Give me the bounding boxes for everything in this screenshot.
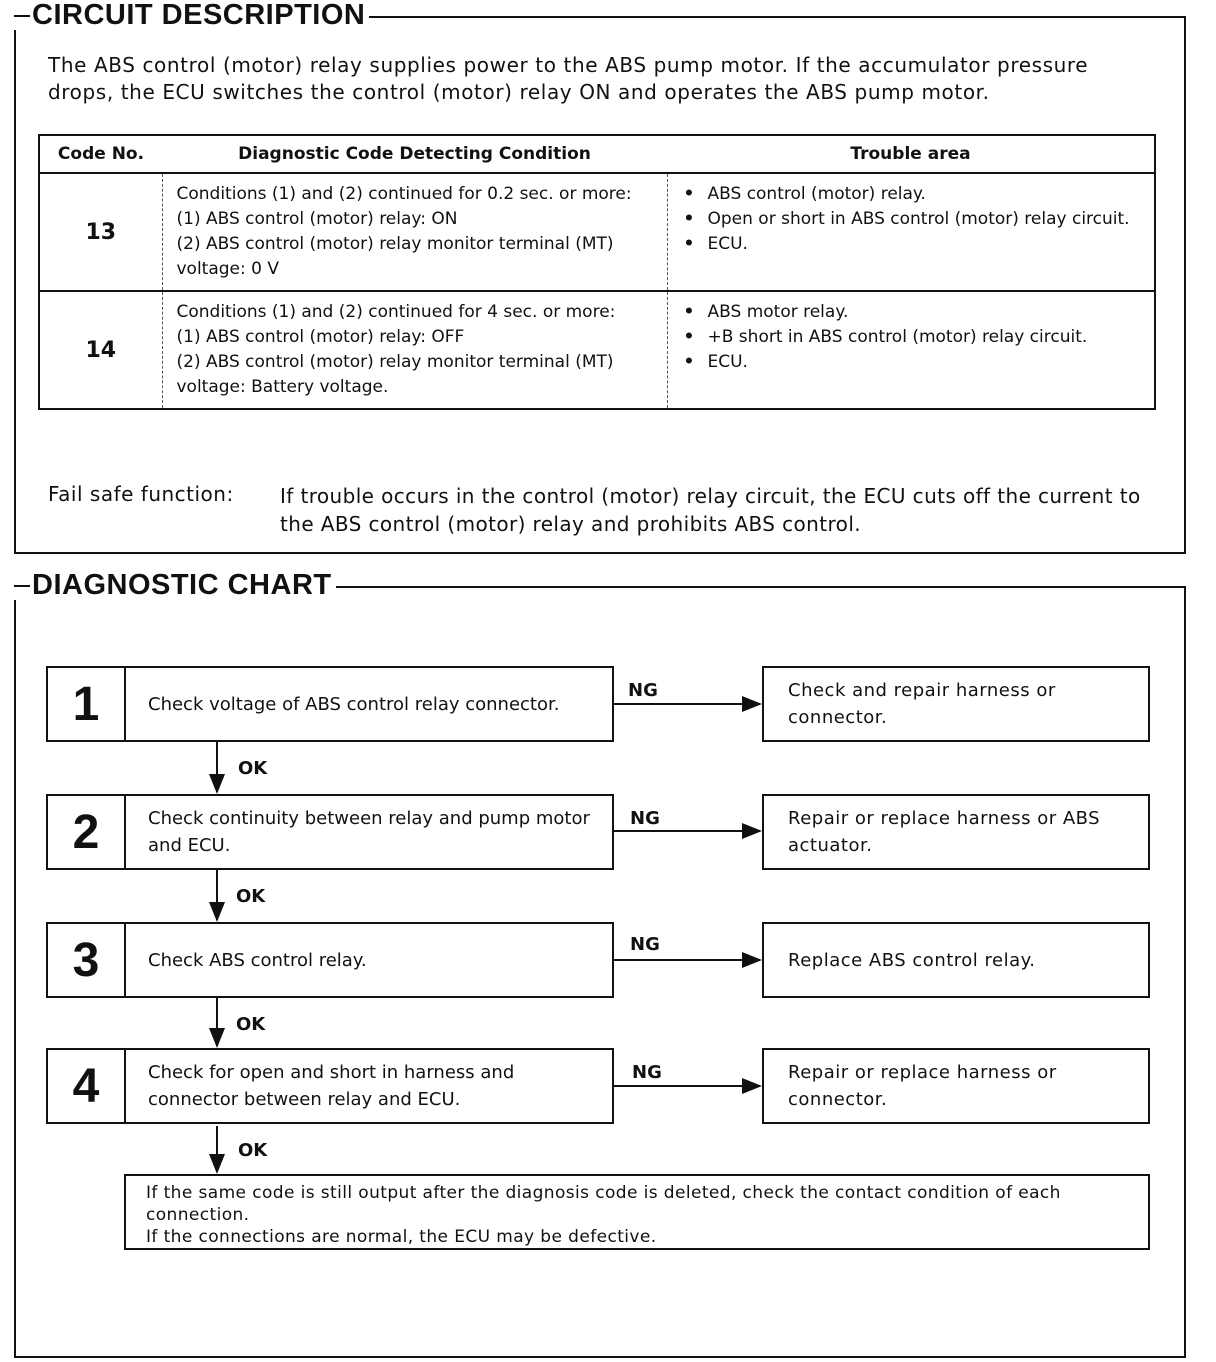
step-4-box: [46, 1048, 614, 1124]
step-2-ng-result: Repair or replace harness or ABS actuator.: [762, 794, 1150, 870]
code-number: 14: [85, 337, 117, 363]
step-3-ng-result: Replace ABS control relay.: [762, 922, 1150, 998]
step-text: Check continuity between relay and pump motor and ECU.: [148, 808, 590, 856]
condition-item: (2) ABS control (motor) relay monitor terminal (MT) voltage: Battery voltage.: [176, 352, 614, 397]
trouble-item: • Open or short in ABS control (motor) relay circuit.: [682, 207, 1145, 232]
condition-item: (2) ABS control (motor) relay monitor terminal (MT) voltage: 0 V: [176, 234, 614, 279]
condition-intro: Conditions (1) and (2) continued for 4 sec. or more:: [176, 302, 616, 322]
ng-label: NG: [630, 934, 660, 955]
ok-label: OK: [238, 1140, 268, 1161]
step-text: Check for open and short in harness and connector between relay and ECU.: [148, 1062, 515, 1110]
trouble-item: • ECU.: [682, 350, 1145, 375]
step-number: 1: [48, 668, 126, 740]
condition-intro: Conditions (1) and (2) continued for 0.2 sec. or more:: [176, 184, 632, 204]
trouble-item: • +B short in ABS control (motor) relay circuit.: [682, 325, 1145, 350]
step-3-box: [46, 922, 614, 998]
step-2-box: [46, 794, 614, 870]
diagnostic-chart-title: DIAGNOSTIC CHART: [14, 570, 336, 600]
step-4-ng-result: Repair or replace harness or connector.: [762, 1048, 1150, 1124]
step-text: Check ABS control relay.: [148, 949, 367, 971]
header-detecting-condition: Diagnostic Code Detecting Condition: [162, 135, 667, 173]
final-note-line: If the connections are normal, the ECU may be defective.: [146, 1227, 657, 1247]
failsafe-text: If trouble occurs in the control (motor) relay circuit, the ECU cuts off the current to the ABS control (motor) relay and prohibits ABS control.: [280, 484, 1141, 536]
trouble-item: • ABS control (motor) relay.: [682, 182, 1145, 207]
ok-label: OK: [236, 1014, 266, 1035]
trouble-item: • ABS motor relay.: [682, 300, 1145, 325]
step-number: 2: [48, 796, 126, 868]
step-1-ng-result: Check and repair harness or connector.: [762, 666, 1150, 742]
circuit-intro-text: The ABS control (motor) relay supplies power to the ABS pump motor. If the accumulator pressure drops, the ECU switches the control (motor) relay ON and operates the ABS pump motor.: [48, 53, 1089, 104]
ng-label: NG: [628, 680, 658, 701]
header-code-no: Code No.: [39, 135, 162, 173]
code-number: 13: [39, 173, 162, 291]
ok-label: OK: [238, 758, 268, 779]
final-note-box: [124, 1174, 1150, 1250]
step-1-box: [46, 666, 614, 742]
step-number: 4: [48, 1050, 126, 1122]
ng-label: NG: [630, 808, 660, 829]
condition-item: (1) ABS control (motor) relay: ON: [176, 209, 458, 229]
step-text: Check voltage of ABS control relay connector.: [148, 693, 560, 715]
step-number: 3: [48, 924, 126, 996]
circuit-description-title: CIRCUIT DESCRIPTION: [14, 0, 369, 30]
ng-label: NG: [632, 1062, 662, 1083]
final-note-line: If the same code is still output after the diagnosis code is deleted, check the contact condition of each connection.: [146, 1183, 1061, 1225]
condition-item: (1) ABS control (motor) relay: OFF: [176, 327, 465, 347]
ok-label: OK: [236, 886, 266, 907]
header-trouble-area: Trouble area: [667, 135, 1155, 173]
failsafe-label: Fail safe function:: [48, 482, 234, 506]
trouble-item: • ECU.: [682, 232, 1145, 257]
